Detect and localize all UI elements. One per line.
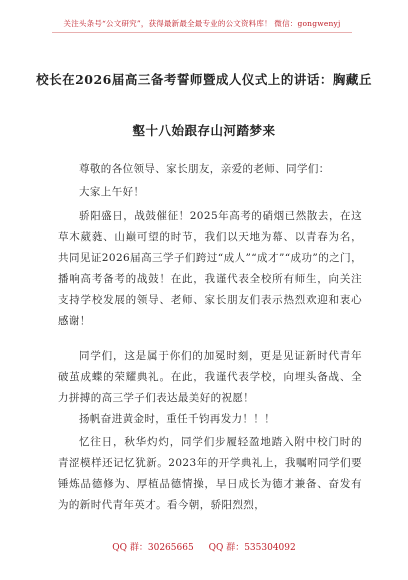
body-paragraph: 同学们，这是属于你们的加冕时刻，更是见证新时代青年破茧成蝶的荣耀典礼。在此，我谨代表学校，向埋头备战、全力拼搏的高三学子们表达最美好的祝愿！ <box>58 350 362 404</box>
body-paragraph: 忆往日，秋华灼灼，同学们步履轻盈地踏入附中校门时的青涩模样还记忆犹新。2023年的开学典礼上，我嘱咐同学们要锤炼品德修为、厚植品德情操，早日成长为德才兼备、奋发有为的新时代青年英才。看今朝，骄阳烈烈， <box>58 436 362 511</box>
footer <box>0 540 408 553</box>
footer-qq-group-1: QQ 群：30265665 <box>112 543 194 553</box>
salutation-paragraph: 尊敬的各位领导、家长朋友，亲爱的老师、同学们： <box>79 163 330 175</box>
body-paragraph: 扬帆奋进黄金时，重任千钧再发力！！！ <box>79 413 276 425</box>
greeting-paragraph: 大家上午好！ <box>79 186 145 198</box>
document-title-line-1: 校长在2026届高三备考誓师暨成人仪式上的讲话：胸藏丘 <box>36 72 372 87</box>
footer-qq-group-2: QQ 群：535304092 <box>208 543 296 553</box>
header-banner: 关注头条号“公文研究”，获得最新最全最专业的公文资料库！ 微信：gongwenyj <box>52 18 352 33</box>
body-paragraph: 骄阳盛日，战鼓催征！2025年高考的硝烟已然散去，在这草木葳蕤、山巅可望的时节，我们以天地为幕、以青春为名，共同见证2026届高三学子们跨过“成人”“成才”“成功”的之门，播响高考备考的战鼓！在此，我谨代表全校所有师生，向关注支持学校发展的领导、老师、家长朋友们表示热烈欢迎和衷心感谢！ <box>58 210 362 327</box>
document-title-line-2: 壑十八始跟存山河踏梦来 <box>132 123 276 138</box>
